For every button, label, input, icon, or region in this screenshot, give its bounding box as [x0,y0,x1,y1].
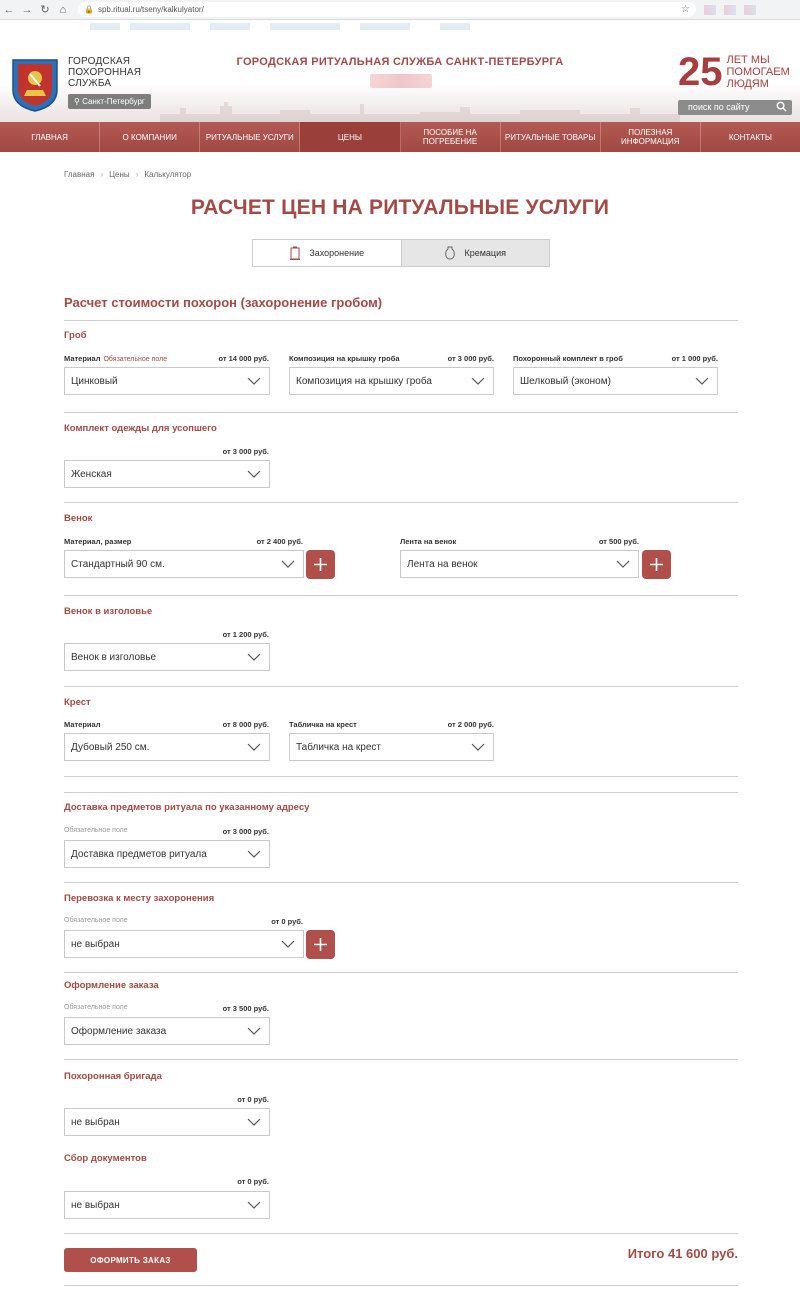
chevron-down-icon [471,743,485,752]
coffin-material-label: Материал Обязательное поле [64,354,168,363]
coffin-kit-price: от 1 000 руб. [671,354,718,363]
section-title-order: Оформление заказа [64,980,159,991]
clothes-select[interactable]: Женская [64,460,270,488]
place-order-button[interactable]: ОФОРМИТЬ ЗАКАЗ [64,1248,197,1272]
head-wreath-price: от 1 200 руб. [222,630,269,639]
search-icon[interactable] [776,101,787,112]
transport-price: от 0 руб. [271,917,303,926]
delivery-select[interactable]: Доставка предметов ритуала [64,840,270,868]
coffin-lid-label: Композиция на крышку гроба [289,354,400,363]
tab-cremation[interactable]: Кремация [401,240,550,266]
wreath-material-select[interactable]: Стандартный 90 см. [64,550,304,578]
chevron-down-icon [247,1027,261,1036]
divider [64,412,738,413]
section-title-clothes: Комплект одежды для усопшего [64,423,217,434]
forward-icon[interactable]: → [21,3,33,16]
divider [64,792,738,793]
city-skyline-graphic [160,98,680,122]
chevron-down-icon [471,377,485,386]
chevron-down-icon [281,940,295,949]
divider [64,882,738,883]
chevron-down-icon [247,377,261,386]
order-required: Обязательное поле [64,1004,128,1011]
section-title-coffin: Гроб [64,330,87,341]
tab-burial[interactable]: Захоронение [253,240,401,266]
section-title-cross: Крест [64,697,91,708]
tombstone-icon [289,246,301,260]
head-wreath-select[interactable]: Венок в изголовье [64,643,270,671]
logo-text: ГОРОДСКАЯ ПОХОРОННАЯ СЛУЖБА [68,56,142,89]
nav-item-home[interactable]: ГЛАВНАЯ [0,122,100,152]
breadcrumb-current: Калькулятор [144,170,192,179]
page-title: РАСЧЕТ ЦЕН НА РИТУАЛЬНЫЕ УСЛУГИ [190,196,610,219]
main-nav [0,122,800,152]
nav-item-allowance[interactable]: ПОСОБИЕ НА ПОГРЕБЕНИЕ [401,122,501,152]
chevron-down-icon [247,1201,261,1210]
chevron-down-icon [247,1118,261,1127]
documents-select[interactable]: не выбран [64,1191,270,1219]
wreath-ribbon-label: Лента на венок [400,537,457,546]
cross-plate-select[interactable]: Табличка на крест [289,733,494,761]
cross-plate-label: Табличка на крест [289,720,357,729]
chevron-down-icon [695,377,709,386]
chevron-down-icon [247,470,261,479]
coffin-kit-label: Похоронный комплект в гроб [513,354,623,363]
calc-title: Расчет стоимости похорон (захоронение гробом) [64,295,383,310]
wreath-ribbon-price: от 500 руб. [598,537,639,546]
nav-item-contacts[interactable]: КОНТАКТЫ [728,132,773,142]
coffin-lid-select[interactable]: Композиция на крышку гроба [289,367,494,395]
cross-material-price: от 8 000 руб. [222,720,269,729]
nav-item-about[interactable]: О КОМПАНИИ [100,122,200,152]
plus-icon [649,557,664,572]
section-title-wreath: Венок [64,513,93,524]
reload-icon[interactable]: ↻ [40,4,50,16]
order-total: Итого 41 600 руб. [627,1246,738,1261]
coffin-kit-select[interactable]: Шелковый (эконом) [513,367,718,395]
back-icon[interactable]: ← [3,3,15,16]
plus-icon [313,557,328,572]
brigade-price: от 0 руб. [237,1095,269,1104]
section-title-brigade: Похоронная бригада [64,1071,162,1082]
city-selector-button[interactable]: ⚲ Санкт-Петербург [68,94,151,109]
add-transport-button[interactable] [306,930,335,959]
extension-icon[interactable] [744,5,756,15]
nav-item-prices[interactable]: ЦЕНЫ [300,122,400,152]
chevron-down-icon [247,653,261,662]
cross-plate-price: от 2 000 руб. [447,720,494,729]
search-input[interactable]: поиск по сайту [678,100,792,115]
blurred-phone [370,74,432,88]
wreath-ribbon-select[interactable]: Лента на венок [400,550,639,578]
transport-required: Обязательное поле [64,917,128,924]
divider [64,1059,738,1060]
extension-icon[interactable] [704,5,716,15]
divider [64,595,738,596]
chevron-down-icon [616,560,630,569]
divider [64,776,738,777]
coffin-material-select[interactable]: Цинковый [64,367,270,395]
add-ribbon-button[interactable] [642,550,671,579]
documents-price: от 0 руб. [237,1177,269,1186]
address-bar[interactable] [78,2,696,17]
divider [64,1285,738,1286]
url-text: spb.ritual.ru/tseny/kalkulyator/ [97,5,204,14]
coffin-material-price: от 14 000 руб. [218,354,269,363]
breadcrumb-prices[interactable]: Цены [109,170,130,179]
clothes-price: от 3 000 руб. [222,447,269,456]
divider [64,972,738,973]
bookmarks-bar [0,20,800,34]
site-header [0,34,800,122]
breadcrumb: Главная › Цены › Калькулятор [64,170,192,179]
divider [64,1233,738,1234]
lock-icon: 🔒 [84,5,94,14]
urn-icon [444,246,456,260]
order-price: от 3 500 руб. [222,1004,269,1013]
calc-type-tabs [252,239,550,267]
section-title-transport: Перевозка к месту захоронения [64,893,215,904]
chevron-down-icon [247,850,261,859]
breadcrumb-home[interactable]: Главная [64,170,95,179]
delivery-price: от 3 000 руб. [222,827,269,836]
nav-item-info[interactable]: ПОЛЕЗНАЯ ИНФОРМАЦИЯ [601,122,701,152]
wreath-material-label: Материал, размер [64,537,132,546]
cross-material-select[interactable]: Дубовый 250 см. [64,733,270,761]
divider [64,502,738,503]
delivery-required: Обязательное поле [64,827,128,834]
section-title-delivery: Доставка предметов ритуала по указанному адресу [64,802,310,813]
section-title-head-wreath: Венок в изголовье [64,606,153,617]
location-pin-icon: ⚲ [74,97,83,106]
divider [64,320,738,321]
plus-icon [313,937,328,952]
divider [64,686,738,687]
brigade-select[interactable]: не выбран [64,1108,270,1136]
nav-item-services[interactable]: РИТУАЛЬНЫЕ УСЛУГИ [200,122,300,152]
cross-material-label: Материал [64,720,101,729]
order-select[interactable]: Оформление заказа [64,1017,270,1045]
chevron-down-icon [247,743,261,752]
years-badge: 25 ЛЕТ МЫ ПОМОГАЕМ ЛЮДЯМ [678,50,790,94]
transport-select[interactable]: не выбран [64,930,304,958]
extension-icon[interactable] [724,5,736,15]
chevron-down-icon [281,560,295,569]
wreath-material-price: от 2 400 руб. [256,537,303,546]
bookmark-star-icon[interactable]: ☆ [681,4,690,15]
home-icon[interactable]: ⌂ [59,3,67,16]
add-wreath-button[interactable] [306,550,335,579]
nav-item-goods[interactable]: РИТУАЛЬНЫЕ ТОВАРЫ [501,122,601,152]
section-title-documents: Сбор документов [64,1153,147,1164]
browser-toolbar [0,0,800,20]
coffin-lid-price: от 3 000 руб. [447,354,494,363]
service-title: ГОРОДСКАЯ РИТУАЛЬНАЯ СЛУЖБА САНКТ-ПЕТЕРБУРГА [236,56,564,68]
